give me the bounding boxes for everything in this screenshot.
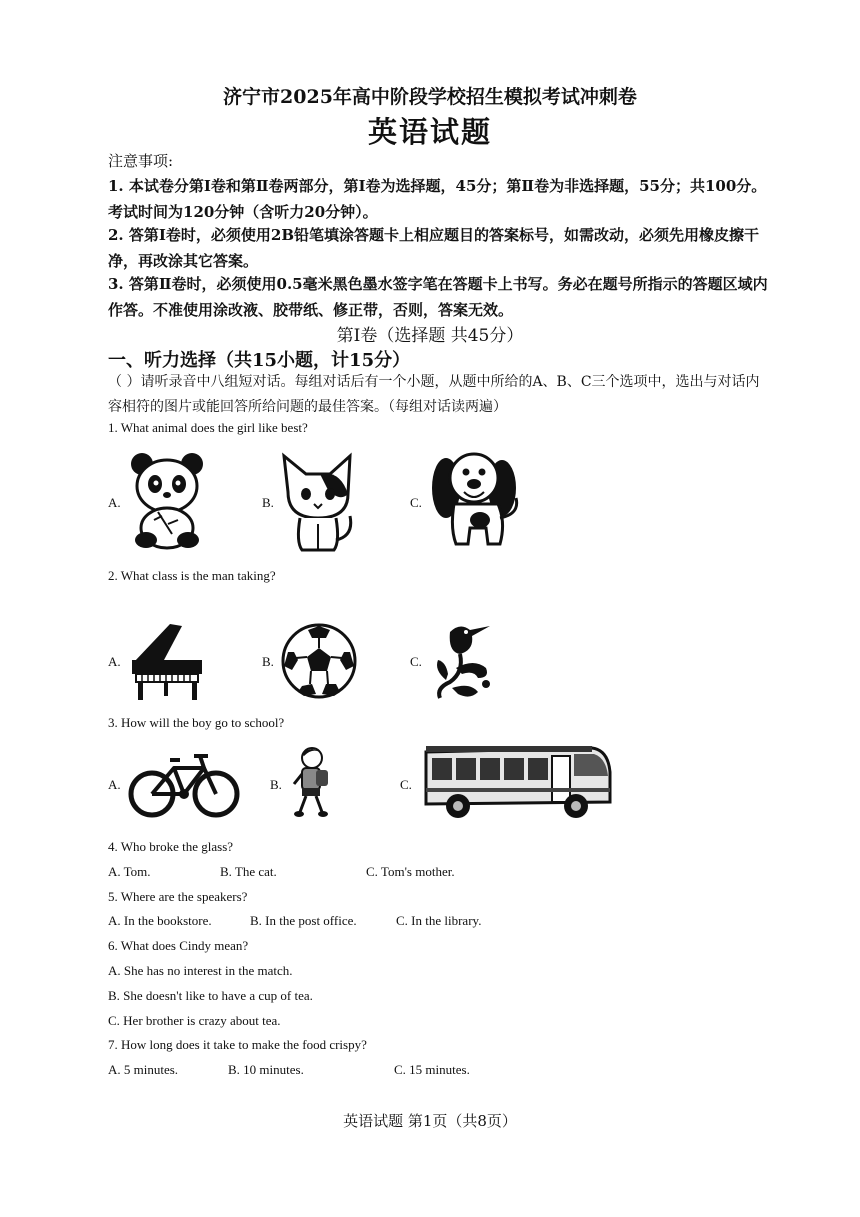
q3-label-b: B.	[270, 777, 282, 792]
question-4-stem: 4. Who broke the glass?	[108, 839, 234, 854]
notice-item-2: 2. 答第Ⅰ卷时，必须使用2B铅笔填涂答题卡上相应题目的答案标号，如需改动，必须先用橡皮擦干净，再改涂其它答案。	[108, 226, 760, 270]
question-2-stem: 2. What class is the man taking?	[108, 568, 276, 583]
q1-label-b: B.	[262, 495, 274, 510]
panda-icon	[128, 450, 206, 550]
notice-item-3: 3. 答第Ⅱ卷时，必须使用0.5毫米黑色墨水签字笔在答题卡上书写。务必在题号所指示的答题区域内作答。不准使用涂改液、胶带纸、修正带，否则，答案无效。	[108, 275, 768, 319]
bicycle-icon	[128, 750, 240, 820]
cat-icon	[280, 452, 355, 552]
q7-option-a: A. 5 minutes.	[108, 1062, 179, 1077]
section-heading: 一、听力选择（共15小题，计15分）	[108, 350, 411, 371]
question-6-stem: 6. What does Cindy mean?	[108, 938, 249, 953]
part-heading: 第Ⅰ卷（选择题 共45分）	[336, 326, 524, 346]
piano-icon	[130, 622, 204, 700]
q4-option-c: C. Tom's mother.	[366, 864, 455, 879]
question-7-stem: 7. How long does it take to make the food crispy?	[108, 1037, 367, 1052]
q6-option-a: A. She has no interest in the match.	[108, 963, 293, 978]
q1-label-a: A.	[108, 495, 121, 510]
exam-subtitle: 英语试题	[367, 115, 492, 149]
page-footer: 英语试题 第1页（共8页）	[343, 1112, 517, 1130]
q7-option-b: B. 10 minutes.	[228, 1062, 304, 1077]
q3-label-c: C.	[400, 777, 412, 792]
bird-flower-icon	[430, 622, 502, 700]
bus-icon	[422, 742, 614, 822]
listening-instruction: （ ）请听录音中八组短对话。每组对话后有一个小题，从题中所给的A、B、C三个选项中，选出与对话内容相符的图片或能回答所给问题的最佳答案。（每组对话读两遍）	[108, 374, 760, 415]
walking-boy-icon	[290, 746, 332, 820]
q6-option-c: C. Her brother is crazy about tea.	[108, 1013, 281, 1028]
q6-option-b: B. She doesn't like to have a cup of tea.	[108, 988, 313, 1003]
q4-option-a: A. Tom.	[108, 864, 151, 879]
exam-title: 济宁市2025年高中阶段学校招生模拟考试冲刺卷	[223, 86, 637, 108]
q2-label-b: B.	[262, 654, 274, 669]
q4-option-b: B. The cat.	[220, 864, 277, 879]
soccer-ball-icon	[280, 622, 358, 700]
q7-option-c: C. 15 minutes.	[394, 1062, 470, 1077]
question-3-stem: 3. How will the boy go to school?	[108, 715, 285, 730]
q2-label-c: C.	[410, 654, 422, 669]
question-1-stem: 1. What animal does the girl like best?	[108, 420, 308, 435]
dog-icon	[428, 448, 524, 548]
question-5-stem: 5. Where are the speakers?	[108, 889, 248, 904]
q1-label-c: C.	[410, 495, 422, 510]
notice-item-1: 1. 本试卷分第Ⅰ卷和第Ⅱ卷两部分，第Ⅰ卷为选择题，45分；第Ⅱ卷为非选择题，55分；共100分。考试时间为120分钟（含听力20分钟）。	[108, 177, 767, 221]
q2-label-a: A.	[108, 654, 121, 669]
q5-option-a: A. In the bookstore.	[108, 913, 212, 928]
q5-option-c: C. In the library.	[396, 913, 482, 928]
q5-option-b: B. In the post office.	[250, 913, 357, 928]
notice-heading: 注意事项:	[108, 152, 174, 170]
q3-label-a: A.	[108, 777, 121, 792]
